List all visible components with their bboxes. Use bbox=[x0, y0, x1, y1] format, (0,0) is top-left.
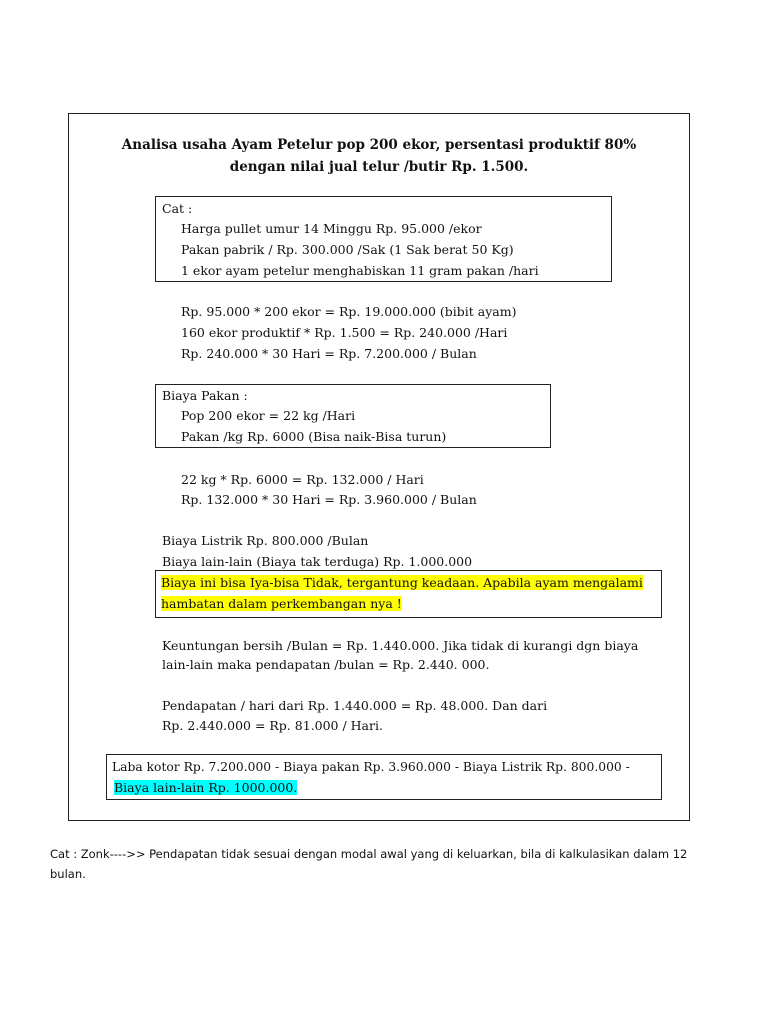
footnote bbox=[50, 844, 710, 884]
calc-line: Rp. 95.000 * 200 ekor = Rp. 19.000.000 (bibit ayam) bbox=[181, 304, 517, 319]
biaya-line: Biaya lain-lain (Biaya tak terduga) Rp. 1.000.000 bbox=[162, 554, 473, 569]
laba-highlight: Biaya lain-lain Rp. 1000.000. bbox=[114, 780, 298, 795]
note-highlight: hambatan dalam perkembangan nya ! bbox=[161, 596, 402, 611]
keuntungan-line: lain-lain maka pendapatan /bulan = Rp. 2.440. 000. bbox=[162, 657, 490, 672]
keuntungan-line: Keuntungan bersih /Bulan = Rp. 1.440.000. Jika tidak di kurangi dgn biaya bbox=[162, 638, 639, 653]
footnote-line-1: Cat : Zonk---->> Pendapatan tidak sesuai dengan modal awal yang di keluarkan, bila di kalkulasikan dalam 12 bbox=[50, 847, 688, 861]
pakan-item: Pop 200 ekor = 22 kg /Hari bbox=[181, 408, 356, 423]
pakan-heading: Biaya Pakan : bbox=[162, 388, 248, 403]
document-title bbox=[68, 134, 690, 178]
footnote-line-2: bulan. bbox=[50, 867, 86, 881]
calc-line: Rp. 132.000 * 30 Hari = Rp. 3.960.000 / Bulan bbox=[181, 492, 477, 507]
pendapatan-line: Pendapatan / hari dari Rp. 1.440.000 = Rp. 48.000. Dan dari bbox=[162, 698, 548, 713]
title-line-2: dengan nilai jual telur /butir Rp. 1.500. bbox=[229, 159, 529, 175]
cat-item: Harga pullet umur 14 Minggu Rp. 95.000 /ekor bbox=[181, 221, 482, 236]
pendapatan-line: Rp. 2.440.000 = Rp. 81.000 / Hari. bbox=[162, 718, 383, 733]
pakan-item: Pakan /kg Rp. 6000 (Bisa naik-Bisa turun) bbox=[181, 429, 447, 444]
cat-item: 1 ekor ayam petelur menghabiskan 11 gram pakan /hari bbox=[181, 263, 539, 278]
note-line bbox=[161, 573, 643, 593]
note-highlight: Biaya ini bisa Iya-bisa Tidak, tergantung keadaan. Apabila ayam mengalami bbox=[161, 575, 643, 590]
cat-heading: Cat : bbox=[162, 201, 193, 216]
title-line-1: Analisa usaha Ayam Petelur pop 200 ekor, persentasi produktif 80% bbox=[121, 137, 637, 153]
calc-line: Rp. 240.000 * 30 Hari = Rp. 7.200.000 / Bulan bbox=[181, 346, 477, 361]
calc-line: 22 kg * Rp. 6000 = Rp. 132.000 / Hari bbox=[181, 472, 424, 487]
laba-line-1: Laba kotor Rp. 7.200.000 - Biaya pakan Rp. 3.960.000 - Biaya Listrik Rp. 800.000 - bbox=[112, 760, 630, 774]
note-line bbox=[161, 594, 402, 614]
cat-item: Pakan pabrik / Rp. 300.000 /Sak (1 Sak berat 50 Kg) bbox=[181, 242, 514, 257]
biaya-line: Biaya Listrik Rp. 800.000 /Bulan bbox=[162, 533, 369, 548]
calc-line: 160 ekor produktif * Rp. 1.500 = Rp. 240.000 /Hari bbox=[181, 325, 508, 340]
laba-line-2 bbox=[114, 778, 297, 798]
